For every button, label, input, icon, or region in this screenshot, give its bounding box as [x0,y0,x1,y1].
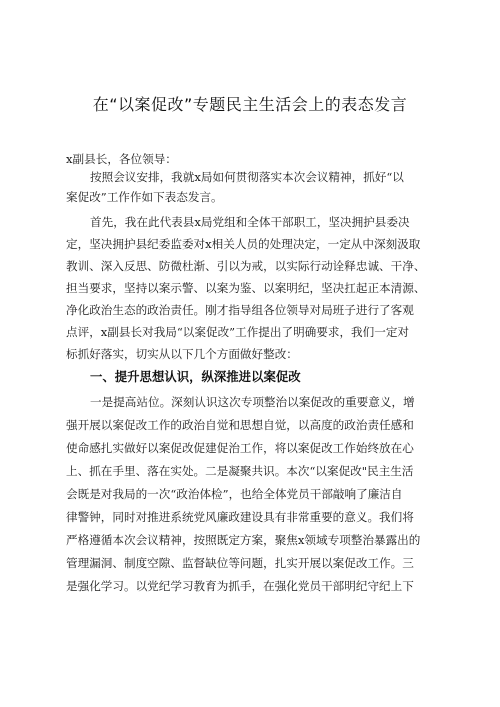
paragraph-line: 一是提高站位。深刻认识这次专项整治以案促改的重要意义，增 [90,395,415,409]
paragraph-line: 律警钟，同时对推进系统党风廉政建设具有非常重要的意义。我们将 [66,510,414,524]
paragraph-line: 会既是对我局的一次“政治体检”，也给全体党员干部敲响了廉洁自 [66,487,403,501]
paragraph-line: 标抓好落实，切实从以下几个方面做好整改： [66,347,298,361]
paragraph-line: 点评，x副县长对我局“以案促改”工作提出了明确要求，我们一定对 [66,325,410,339]
paragraph-line: 管理漏洞、制度空隙、监督缺位等问题，扎实开展以案促改工作。三 [66,556,414,570]
document-title: 在“以案促改”专题民主生活会上的表态发言 [92,95,408,114]
paragraph-line: 使命感扎实做好以案促改促建促治工作，将以案促改工作始终放在心 [66,441,414,455]
paragraph-line: 强开展以案促改工作的政治自觉和思想自觉，以高度的政治责任感和 [66,418,414,432]
paragraph-line: 教训、深入反思、防微杜渐、引以为戒，以实际行动诠释忠诚、干净、 [66,259,426,273]
paragraph-line: 担当要求，坚持以案示警、以案为鉴、以案明纪，坚决扛起正本清源、 [66,281,426,295]
intro-line: 案促改”工作作如下表态发言。 [66,190,223,204]
paragraph-line: 是强化学习。以党纪学习教育为抓手，在强化党员干部明纪守纪上下 [66,579,414,593]
intro-line: 按照会议安排，我就x局如何贯彻落实本次会议精神，抓好“以 [90,170,404,184]
paragraph-line: 净化政治生态的政治责任。刚才指导组各位领导对局班子进行了客观 [66,303,414,317]
paragraph-line: 严格遵循本次会议精神，按照既定方案，聚焦x领域专项整治暴露出的 [66,533,421,547]
paragraph-line: 定，坚决拥护县纪委监委对x相关人员的处理决定，一定从中深刻汲取 [66,237,421,251]
paragraph-line: 上、抓在手里、落在实处。二是凝聚共识。本次“以案促改"民主生活 [66,464,414,478]
salutation: x副县长，各位领导： [66,152,177,166]
paragraph-line: 首先，我在此代表县x局党组和全体干部职工，坚决拥护县委决 [90,215,410,229]
section-heading: 一、提升思想认识，纵深推进以案促改 [90,369,301,384]
